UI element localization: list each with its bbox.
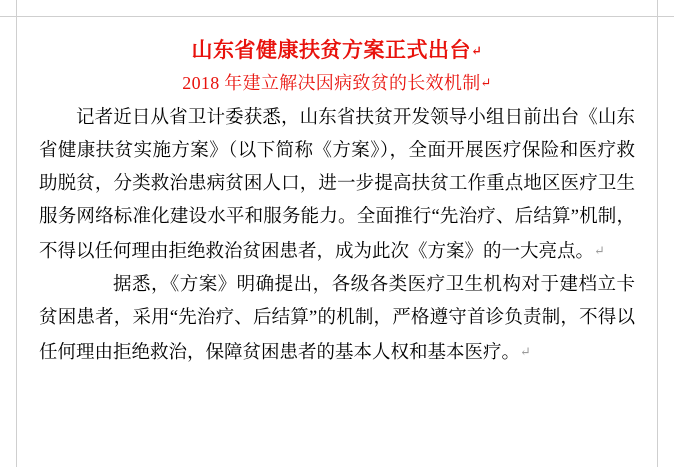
document-subtitle <box>39 68 635 98</box>
body-paragraph-1-text: 记者近日从省卫计委获悉，山东省扶贫开发领导小组日前出台《山东省健康扶贫实施方案》（以下简称《方案》），全面开展医疗保险和医疗救助脱贫，分类救治患病贫困人口，进一步提高扶贫工作重点地区医疗卫生服务网络标准化建设水平和服务能力。全面推行“先治疗、后结算”机制，不得以任何理由拒绝救治贫困患者，成为此次《方案》的一大亮点。 <box>39 108 635 262</box>
body-paragraph-2-text: 据悉，《方案》明确提出，各级各类医疗卫生机构对于建档立卡贫困患者，采用“先治疗、后结算”的机制，严格遵守首诊负责制，不得以任何理由拒绝救治，保障贫困患者的基本人权和基本医疗。 <box>39 275 635 363</box>
document-title <box>39 35 635 66</box>
document-title-text: 山东省健康扶贫方案正式出台 <box>191 38 472 62</box>
document-body <box>17 17 657 466</box>
body-paragraph-1 <box>39 102 635 269</box>
paragraph-mark-title: ↵ <box>471 43 483 58</box>
right-margin-guide <box>657 0 658 467</box>
paragraph-mark-subtitle: ↵ <box>480 75 492 90</box>
document-subtitle-text: 2018 年建立解决因病致贫的长效机制 <box>182 73 481 93</box>
paragraph-mark-2: ↵ <box>520 344 531 359</box>
body-paragraph-2 <box>39 269 635 370</box>
paragraph-mark-1: ↵ <box>594 243 605 258</box>
